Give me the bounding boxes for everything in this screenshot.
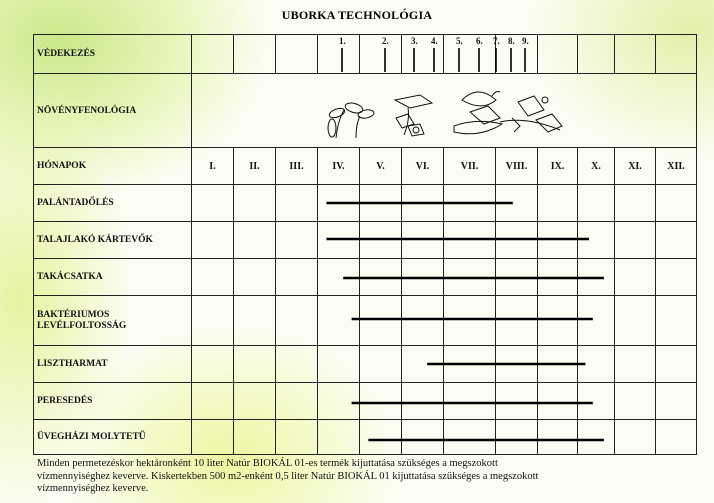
treatment-duration-bars bbox=[326, 203, 604, 440]
footnote-line-2: vízmennyiséghez keverve. Kiskertekben 500 m2-enként 0,5 liter Natúr BIOKÁL 01 kijuttatása szükséges a megszokott bbox=[37, 470, 539, 482]
seedling-illustration bbox=[328, 101, 375, 138]
month-header-9: IX. bbox=[550, 160, 565, 172]
spray-number-9: 9. bbox=[522, 36, 529, 46]
young-plant-illustration bbox=[395, 95, 432, 136]
month-header-6: VI. bbox=[415, 160, 430, 172]
row-label-takacsatka: TAKÁCSATKA bbox=[37, 271, 103, 282]
month-header-8: VIII. bbox=[505, 160, 528, 172]
spray-number-7: 7. bbox=[493, 36, 500, 46]
month-header-3: III. bbox=[289, 160, 304, 172]
spray-number-6: 6. bbox=[476, 36, 483, 46]
page-title: UBORKA TECHNOLÓGIA bbox=[281, 8, 433, 22]
row-label-bakteriumos: BAKTÉRIUMOS LEVÉLFOLTOSSÁG bbox=[37, 309, 127, 331]
row-label-talajlako: TALAJLAKÓ KÁRTEVŐK bbox=[37, 234, 153, 245]
month-column-lines bbox=[234, 34, 656, 455]
row-label-molytetu: ÜVEGHÁZI MOLYTETŰ bbox=[37, 432, 146, 442]
spray-number-3: 3. bbox=[411, 36, 418, 46]
month-header-1: I. bbox=[209, 160, 216, 172]
spray-number-5: 5. bbox=[456, 36, 463, 46]
footnote-line-1: Minden permetezéskor hektáronként 10 liter Natúr BIOKÁL 01-es termék kijuttatása szükséges a megszokott bbox=[37, 458, 498, 469]
spray-number-4: 4. bbox=[431, 36, 438, 46]
month-header-4: IV. bbox=[332, 160, 345, 172]
month-header-7: VII. bbox=[460, 160, 479, 172]
month-header-11: XI. bbox=[628, 160, 642, 172]
row-label-palantadoles: PALÁNTADŐLÉS bbox=[37, 197, 114, 208]
flowering-plant-illustration bbox=[454, 92, 502, 134]
month-header-5: V. bbox=[376, 160, 385, 172]
row-label-lisztharmat: LISZTHARMAT bbox=[37, 358, 108, 369]
footnote-line-3: vízmennyiséghez keverve. bbox=[37, 483, 149, 494]
footnote bbox=[37, 458, 697, 496]
row-label-honapok: HÓNAPOK bbox=[37, 160, 87, 171]
month-header-2: II. bbox=[249, 160, 260, 172]
spray-ticks bbox=[342, 48, 525, 72]
row-label-fenologia: NÖVÉNYFENOLÓGIA bbox=[37, 105, 137, 116]
spray-number-1: 1. bbox=[339, 36, 346, 46]
month-header-10: X. bbox=[591, 160, 601, 172]
month-header-12: XII. bbox=[667, 160, 685, 172]
row-label-vedekezes: VÉDEKEZÉS bbox=[37, 48, 96, 59]
row-label-penesedes: PERESEDÉS bbox=[37, 395, 93, 406]
cucumber-growth-sketches bbox=[328, 92, 562, 139]
spray-number-2: 2. bbox=[382, 36, 389, 46]
fruiting-vine-illustration bbox=[500, 96, 562, 132]
spray-number-8: 8. bbox=[508, 36, 515, 46]
